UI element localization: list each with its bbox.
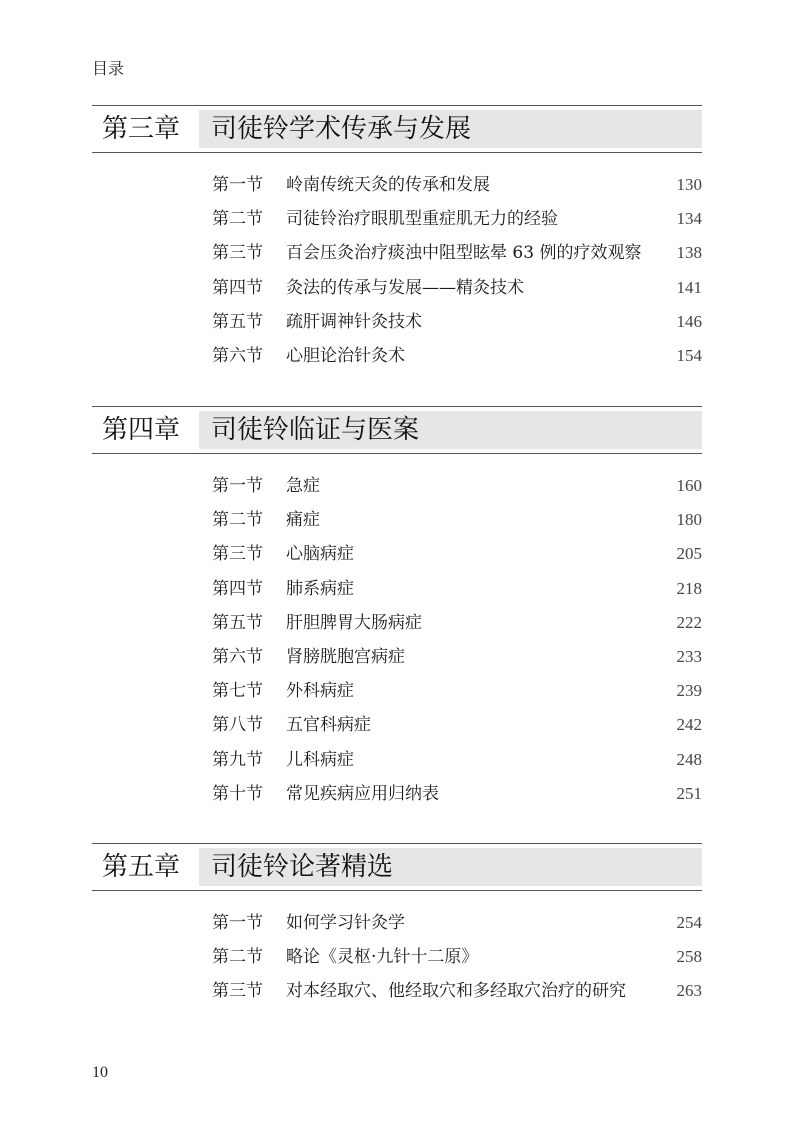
page-ref: 251 xyxy=(676,783,702,803)
toc-entry[interactable] xyxy=(92,344,702,378)
chapter-heading xyxy=(92,843,702,891)
page-ref: 263 xyxy=(676,981,702,1001)
section-title: 对本经取穴、他经取穴和多经取穴治疗的研究 xyxy=(286,981,626,1002)
page-ref: 239 xyxy=(676,681,702,701)
section-number: 第八节 xyxy=(212,715,263,736)
page-ref: 130 xyxy=(676,175,702,194)
page-ref: 222 xyxy=(676,612,702,632)
toc-entry[interactable] xyxy=(92,474,702,508)
section-title: 急症 xyxy=(286,476,320,496)
toc-entry[interactable] xyxy=(92,748,702,782)
page-ref: 141 xyxy=(676,277,702,297)
page-number: 10 xyxy=(92,1064,108,1081)
chapter-heading xyxy=(92,406,702,454)
section-number: 第二节 xyxy=(212,209,263,230)
section-number: 第一节 xyxy=(212,476,263,496)
section-title: 肝胆脾胃大肠病症 xyxy=(286,612,422,633)
section-title: 五官科病症 xyxy=(286,715,371,736)
chapter-title-box xyxy=(199,110,702,148)
section-title: 灸法的传承与发展——精灸技术 xyxy=(286,277,524,298)
section-title: 心脑病症 xyxy=(286,544,354,565)
toc-entry[interactable] xyxy=(92,276,702,310)
page-ref: 205 xyxy=(676,544,702,564)
toc-entry[interactable] xyxy=(92,911,702,945)
chapter-4 xyxy=(92,406,702,816)
page-ref: 180 xyxy=(676,510,702,530)
section-number: 第九节 xyxy=(212,749,263,770)
page-ref: 146 xyxy=(676,311,702,331)
section-number: 第六节 xyxy=(212,345,263,366)
page-ref: 254 xyxy=(676,913,702,932)
chapter-title: 司徒铃论著精选 xyxy=(211,852,394,882)
chapter-number: 第五章 xyxy=(102,852,181,882)
section-title: 常见疾病应用归纳表 xyxy=(286,783,439,804)
running-header: 目录 xyxy=(92,59,125,78)
chapter-title-box xyxy=(199,848,702,886)
section-number: 第三节 xyxy=(212,243,263,264)
chapter-3 xyxy=(92,105,702,378)
section-number: 第六节 xyxy=(212,646,263,667)
section-title: 外科病症 xyxy=(286,681,354,702)
toc-entry[interactable] xyxy=(92,508,702,542)
section-number: 第三节 xyxy=(212,981,263,1002)
chapter-title-box xyxy=(199,411,702,449)
section-number: 第三节 xyxy=(212,544,263,565)
toc-entry[interactable] xyxy=(92,979,702,1013)
section-title: 肾膀胱胞宫病症 xyxy=(286,646,405,667)
section-list xyxy=(92,173,702,378)
section-list xyxy=(92,911,702,1014)
section-title: 如何学习针灸学 xyxy=(286,913,405,933)
toc-entry[interactable] xyxy=(92,173,702,207)
toc-entry[interactable] xyxy=(92,611,702,645)
page-ref: 242 xyxy=(676,715,702,735)
section-title: 心胆论治针灸术 xyxy=(286,345,405,366)
page-ref: 233 xyxy=(676,646,702,666)
section-title: 略论《灵枢·九针十二原》 xyxy=(286,947,479,968)
toc-entry[interactable] xyxy=(92,241,702,275)
section-title: 岭南传统天灸的传承和发展 xyxy=(286,175,490,195)
section-number: 第十节 xyxy=(212,783,263,804)
section-title: 儿科病症 xyxy=(286,749,354,770)
page-ref: 154 xyxy=(676,345,702,365)
toc-entry[interactable] xyxy=(92,310,702,344)
section-number: 第一节 xyxy=(212,913,263,933)
toc-entry[interactable] xyxy=(92,542,702,576)
toc-entry[interactable] xyxy=(92,782,702,816)
section-list xyxy=(92,474,702,816)
section-number: 第五节 xyxy=(212,612,263,633)
section-title: 司徒铃治疗眼肌型重症肌无力的经验 xyxy=(286,209,558,230)
section-number: 第一节 xyxy=(212,175,263,195)
chapter-5 xyxy=(92,843,702,1014)
toc-entry[interactable] xyxy=(92,645,702,679)
section-title: 痛症 xyxy=(286,510,320,531)
section-number: 第二节 xyxy=(212,947,263,968)
page-ref: 258 xyxy=(676,947,702,967)
chapter-title: 司徒铃学术传承与发展 xyxy=(211,114,472,144)
section-number: 第五节 xyxy=(212,311,263,332)
toc-entry[interactable] xyxy=(92,679,702,713)
section-title: 肺系病症 xyxy=(286,578,354,599)
chapter-number: 第三章 xyxy=(102,114,181,144)
section-title: 疏肝调神针灸技术 xyxy=(286,311,422,332)
chapter-title: 司徒铃临证与医案 xyxy=(211,415,420,445)
page-ref: 134 xyxy=(676,209,702,229)
chapter-heading xyxy=(92,105,702,153)
page-ref: 138 xyxy=(676,243,702,263)
section-title: 百会压灸治疗痰浊中阻型眩晕 63 例的疗效观察 xyxy=(286,243,642,264)
toc-entry[interactable] xyxy=(92,207,702,241)
toc-entry[interactable] xyxy=(92,713,702,747)
page-ref: 218 xyxy=(676,578,702,598)
section-number: 第二节 xyxy=(212,510,263,531)
chapter-number: 第四章 xyxy=(102,415,181,445)
toc-entry[interactable] xyxy=(92,945,702,979)
page-ref: 160 xyxy=(676,476,702,495)
section-number: 第四节 xyxy=(212,277,263,298)
section-number: 第七节 xyxy=(212,681,263,702)
section-number: 第四节 xyxy=(212,578,263,599)
page-ref: 248 xyxy=(676,749,702,769)
toc-entry[interactable] xyxy=(92,577,702,611)
